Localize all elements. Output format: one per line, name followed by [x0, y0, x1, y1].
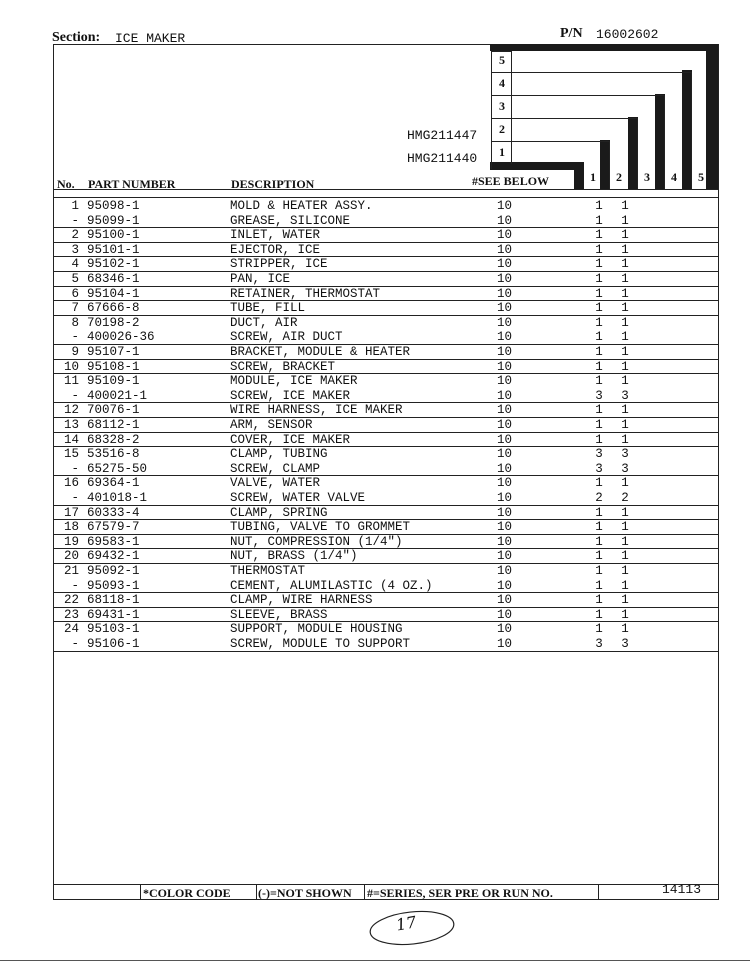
table-row: [57, 476, 637, 491]
row-number: 7: [71, 301, 79, 316]
row-see-below: 10: [497, 491, 513, 505]
row-qty-series-2: 3: [621, 461, 629, 476]
row-qty-series-1: 1: [595, 607, 603, 622]
table-row: [57, 214, 637, 229]
series-column-label: 2: [616, 170, 622, 184]
row-qty-series-2: 1: [621, 564, 629, 578]
row-qty-series-1: 1: [595, 593, 603, 608]
row-description: GREASE, SILICONE: [230, 213, 351, 228]
series-column-label: 3: [644, 170, 650, 184]
row-qty-series-2: 1: [621, 622, 629, 637]
row-see-below: 10: [497, 388, 513, 403]
series-column-label: 1: [590, 170, 596, 184]
row-number: 14: [63, 432, 79, 447]
row-description: SCREW, MODULE TO SUPPORT: [230, 637, 411, 651]
row-number: 8: [71, 315, 79, 330]
row-qty-series-1: 3: [595, 461, 603, 476]
row-qty-series-2: 3: [621, 447, 629, 462]
row-part-number: 69364-1: [87, 476, 140, 491]
row-part-number: 70076-1: [87, 403, 140, 418]
row-qty-series-1: 3: [595, 447, 603, 462]
row-number: 4: [71, 257, 79, 272]
row-see-below: 10: [497, 418, 513, 432]
row-see-below: 10: [497, 476, 513, 491]
table-row: [57, 272, 637, 287]
row-number: 13: [63, 418, 79, 432]
row-qty-series-1: 1: [595, 578, 603, 593]
row-part-number: 95109-1: [87, 374, 140, 389]
row-description: SUPPORT, MODULE HOUSING: [230, 622, 403, 637]
table-row: [57, 637, 637, 652]
row-number: -: [71, 491, 79, 505]
row-qty-series-1: 1: [595, 505, 603, 520]
series-column-label: 5: [698, 170, 704, 184]
row-qty-series-2: 1: [621, 257, 629, 272]
row-description: COVER, ICE MAKER: [230, 432, 351, 447]
row-qty-series-1: 1: [595, 199, 603, 213]
table-row: [57, 462, 637, 477]
row-part-number: 68346-1: [87, 272, 140, 286]
row-see-below: 10: [497, 330, 513, 345]
footer-not-shown: (-)=NOT SHOWN: [258, 886, 352, 900]
row-see-below: 10: [497, 374, 513, 389]
row-see-below: 10: [497, 593, 513, 608]
row-see-below: 10: [497, 505, 513, 520]
row-qty-series-2: 1: [621, 345, 629, 359]
row-description: VALVE, WATER: [230, 476, 321, 491]
series-number: 3: [499, 99, 505, 113]
row-qty-series-2: 1: [621, 432, 629, 447]
row-see-below: 10: [497, 622, 513, 637]
row-number: 11: [63, 374, 79, 389]
row-see-below: 10: [497, 199, 513, 213]
series-number: 1: [499, 145, 505, 159]
table-row: [57, 418, 637, 433]
series-number: 5: [499, 53, 505, 67]
row-number: 23: [63, 607, 79, 622]
row-qty-series-2: 1: [621, 578, 629, 593]
row-part-number: 95108-1: [87, 359, 140, 374]
part-number-value: 16002602: [596, 27, 659, 42]
row-qty-series-1: 3: [595, 388, 603, 403]
row-qty-series-1: 1: [595, 242, 603, 257]
model-number: HMG211440: [407, 151, 478, 166]
row-see-below: 10: [497, 607, 513, 622]
column-header-see-below: #SEE BELOW: [472, 174, 550, 188]
row-see-below: 10: [497, 257, 513, 272]
table-row: [57, 316, 637, 331]
row-description: MOLD & HEATER ASSY.: [230, 199, 373, 213]
row-description: CLAMP, TUBING: [230, 447, 328, 462]
row-qty-series-1: 1: [595, 286, 603, 301]
section-label: Section:: [52, 30, 101, 45]
row-number: 3: [71, 242, 79, 257]
row-number: -: [71, 637, 79, 651]
table-row: [57, 330, 637, 345]
row-qty-series-2: 1: [621, 418, 629, 432]
row-description: CEMENT, ALUMILASTIC (4 OZ.): [230, 578, 433, 593]
column-header-description: DESCRIPTION: [231, 177, 315, 191]
row-see-below: 10: [497, 213, 513, 228]
model-number: HMG211447: [407, 128, 478, 143]
row-see-below: 10: [497, 286, 513, 301]
row-part-number: 95102-1: [87, 257, 140, 272]
row-description: SCREW, AIR DUCT: [230, 330, 343, 345]
row-qty-series-1: 1: [595, 315, 603, 330]
page-mark: 17: [394, 912, 418, 935]
table-row: [57, 374, 637, 389]
row-part-number: 95103-1: [87, 622, 140, 637]
row-part-number: 95100-1: [87, 228, 140, 243]
table-row: [57, 403, 637, 418]
row-description: TUBING, VALVE TO GROMMET: [230, 520, 411, 535]
row-see-below: 10: [497, 534, 513, 549]
table-row: [57, 243, 637, 258]
row-number: 22: [63, 593, 79, 608]
row-qty-series-1: 1: [595, 257, 603, 272]
row-part-number: 68118-1: [87, 593, 140, 608]
table-row: [57, 520, 637, 535]
row-part-number: 67666-8: [87, 301, 140, 316]
row-description: MODULE, ICE MAKER: [230, 374, 358, 389]
section-value: ICE MAKER: [115, 31, 186, 46]
row-description: SCREW, CLAMP: [230, 461, 321, 476]
row-part-number: 68328-2: [87, 432, 140, 447]
row-qty-series-2: 1: [621, 272, 629, 286]
part-number-label: P/N: [560, 26, 583, 41]
row-qty-series-1: 3: [595, 637, 603, 651]
row-see-below: 10: [497, 242, 513, 257]
row-part-number: 67579-7: [87, 520, 140, 535]
row-part-number: 69432-1: [87, 549, 140, 564]
row-description: INLET, WATER: [230, 228, 321, 243]
row-part-number: 95101-1: [87, 242, 140, 257]
row-number: 20: [63, 549, 79, 564]
row-number: 12: [63, 403, 79, 418]
row-see-below: 10: [497, 461, 513, 476]
table-row: [57, 447, 637, 462]
row-number: 6: [71, 286, 79, 301]
row-qty-series-2: 1: [621, 301, 629, 316]
row-part-number: 70198-2: [87, 315, 140, 330]
row-qty-series-2: 2: [621, 491, 629, 505]
row-qty-series-1: 2: [595, 491, 603, 505]
row-qty-series-2: 1: [621, 534, 629, 549]
row-part-number: 95098-1: [87, 199, 140, 213]
row-part-number: 95092-1: [87, 564, 140, 578]
row-see-below: 10: [497, 447, 513, 462]
row-qty-series-1: 1: [595, 301, 603, 316]
row-qty-series-2: 1: [621, 359, 629, 374]
table-row: [57, 593, 637, 608]
table-row: [57, 491, 637, 506]
row-qty-series-2: 1: [621, 520, 629, 535]
table-row: [57, 199, 637, 214]
row-qty-series-2: 1: [621, 593, 629, 608]
row-qty-series-1: 1: [595, 622, 603, 637]
row-description: SLEEVE, BRASS: [230, 607, 328, 622]
row-number: 2: [71, 228, 79, 243]
row-see-below: 10: [497, 432, 513, 447]
row-qty-series-2: 1: [621, 549, 629, 564]
footer-page-code: 14113: [662, 882, 702, 897]
row-part-number: 95093-1: [87, 578, 140, 593]
row-see-below: 10: [497, 403, 513, 418]
table-row: [57, 257, 637, 272]
row-description: ARM, SENSOR: [230, 418, 313, 432]
row-see-below: 10: [497, 345, 513, 359]
row-part-number: 69431-1: [87, 607, 140, 622]
row-description: DUCT, AIR: [230, 315, 298, 330]
row-description: SCREW, WATER VALVE: [230, 491, 366, 505]
row-number: 10: [63, 359, 79, 374]
row-part-number: 60333-4: [87, 505, 140, 520]
series-column-label: 4: [671, 170, 677, 184]
row-qty-series-2: 3: [621, 637, 629, 651]
row-qty-series-1: 1: [595, 432, 603, 447]
row-description: PAN, ICE: [230, 272, 291, 286]
table-row: [57, 360, 637, 375]
row-description: BRACKET, MODULE & HEATER: [230, 345, 411, 359]
row-see-below: 10: [497, 564, 513, 578]
table-row: [57, 301, 637, 316]
table-row: [57, 228, 637, 243]
row-qty-series-1: 1: [595, 418, 603, 432]
row-qty-series-1: 1: [595, 534, 603, 549]
row-description: EJECTOR, ICE: [230, 242, 321, 257]
row-qty-series-2: 1: [621, 476, 629, 491]
row-qty-series-2: 1: [621, 505, 629, 520]
series-number: 2: [499, 122, 505, 136]
row-qty-series-1: 1: [595, 228, 603, 243]
row-description: WIRE HARNESS, ICE MAKER: [230, 403, 403, 418]
row-description: STRIPPER, ICE: [230, 257, 328, 272]
row-see-below: 10: [497, 301, 513, 316]
row-number: -: [71, 330, 79, 345]
table-row: [57, 287, 637, 302]
row-qty-series-1: 1: [595, 345, 603, 359]
row-qty-series-2: 1: [621, 374, 629, 389]
row-see-below: 10: [497, 315, 513, 330]
row-part-number: 95106-1: [87, 637, 140, 651]
footer-color-code: *COLOR CODE: [143, 886, 231, 900]
column-header-part-number: PART NUMBER: [88, 177, 176, 191]
row-part-number: 95104-1: [87, 286, 140, 301]
row-see-below: 10: [497, 272, 513, 286]
row-number: 16: [63, 476, 79, 491]
table-row: [57, 345, 637, 360]
row-part-number: 65275-50: [87, 461, 148, 476]
row-see-below: 10: [497, 228, 513, 243]
row-number: -: [71, 578, 79, 593]
row-qty-series-2: 1: [621, 242, 629, 257]
row-part-number: 400026-36: [87, 330, 155, 345]
row-description: CLAMP, WIRE HARNESS: [230, 593, 373, 608]
column-header-no: No.: [57, 177, 75, 191]
row-see-below: 10: [497, 520, 513, 535]
row-qty-series-1: 1: [595, 403, 603, 418]
row-number: 1: [71, 199, 79, 213]
row-qty-series-2: 1: [621, 228, 629, 243]
row-part-number: 400021-1: [87, 388, 148, 403]
row-number: 9: [71, 345, 79, 359]
row-number: 17: [63, 505, 79, 520]
row-number: 15: [63, 447, 79, 462]
row-number: 18: [63, 520, 79, 535]
row-qty-series-2: 1: [621, 315, 629, 330]
row-number: -: [71, 388, 79, 403]
row-number: -: [71, 213, 79, 228]
table-row: [57, 564, 637, 579]
row-part-number: 69583-1: [87, 534, 140, 549]
row-part-number: 95099-1: [87, 213, 140, 228]
series-number: 4: [499, 76, 505, 90]
row-description: THERMOSTAT: [230, 564, 306, 578]
row-qty-series-2: 1: [621, 286, 629, 301]
row-qty-series-2: 1: [621, 330, 629, 345]
row-qty-series-2: 3: [621, 388, 629, 403]
row-part-number: 53516-8: [87, 447, 140, 462]
table-row: [57, 579, 637, 594]
row-see-below: 10: [497, 549, 513, 564]
row-qty-series-1: 1: [595, 330, 603, 345]
row-part-number: 68112-1: [87, 418, 140, 432]
row-qty-series-1: 1: [595, 272, 603, 286]
row-qty-series-2: 1: [621, 403, 629, 418]
table-row: [57, 433, 637, 448]
row-qty-series-1: 1: [595, 476, 603, 491]
row-number: 5: [71, 272, 79, 286]
row-qty-series-1: 1: [595, 520, 603, 535]
footer-series-legend: #=SERIES, SER PRE OR RUN NO.: [367, 886, 553, 900]
row-part-number: 401018-1: [87, 491, 148, 505]
table-row: [57, 535, 637, 550]
row-qty-series-2: 1: [621, 199, 629, 213]
row-see-below: 10: [497, 578, 513, 593]
row-qty-series-1: 1: [595, 359, 603, 374]
row-description: NUT, BRASS (1/4"): [230, 549, 358, 564]
row-see-below: 10: [497, 359, 513, 374]
table-row: [57, 549, 637, 564]
row-qty-series-2: 1: [621, 607, 629, 622]
row-description: CLAMP, SPRING: [230, 505, 328, 520]
row-qty-series-1: 1: [595, 213, 603, 228]
row-see-below: 10: [497, 637, 513, 651]
row-description: RETAINER, THERMOSTAT: [230, 286, 381, 301]
table-row: [57, 608, 637, 623]
row-part-number: 95107-1: [87, 345, 140, 359]
row-description: TUBE, FILL: [230, 301, 306, 316]
row-number: 21: [63, 564, 79, 578]
row-number: -: [71, 461, 79, 476]
row-description: SCREW, ICE MAKER: [230, 388, 351, 403]
row-description: SCREW, BRACKET: [230, 359, 336, 374]
row-qty-series-2: 1: [621, 213, 629, 228]
row-number: 19: [63, 534, 79, 549]
table-row: [57, 622, 637, 637]
row-qty-series-1: 1: [595, 374, 603, 389]
table-row: [57, 389, 637, 404]
table-row: [57, 506, 637, 521]
row-qty-series-1: 1: [595, 549, 603, 564]
row-description: NUT, COMPRESSION (1/4"): [230, 534, 403, 549]
row-qty-series-1: 1: [595, 564, 603, 578]
row-number: 24: [63, 622, 79, 637]
